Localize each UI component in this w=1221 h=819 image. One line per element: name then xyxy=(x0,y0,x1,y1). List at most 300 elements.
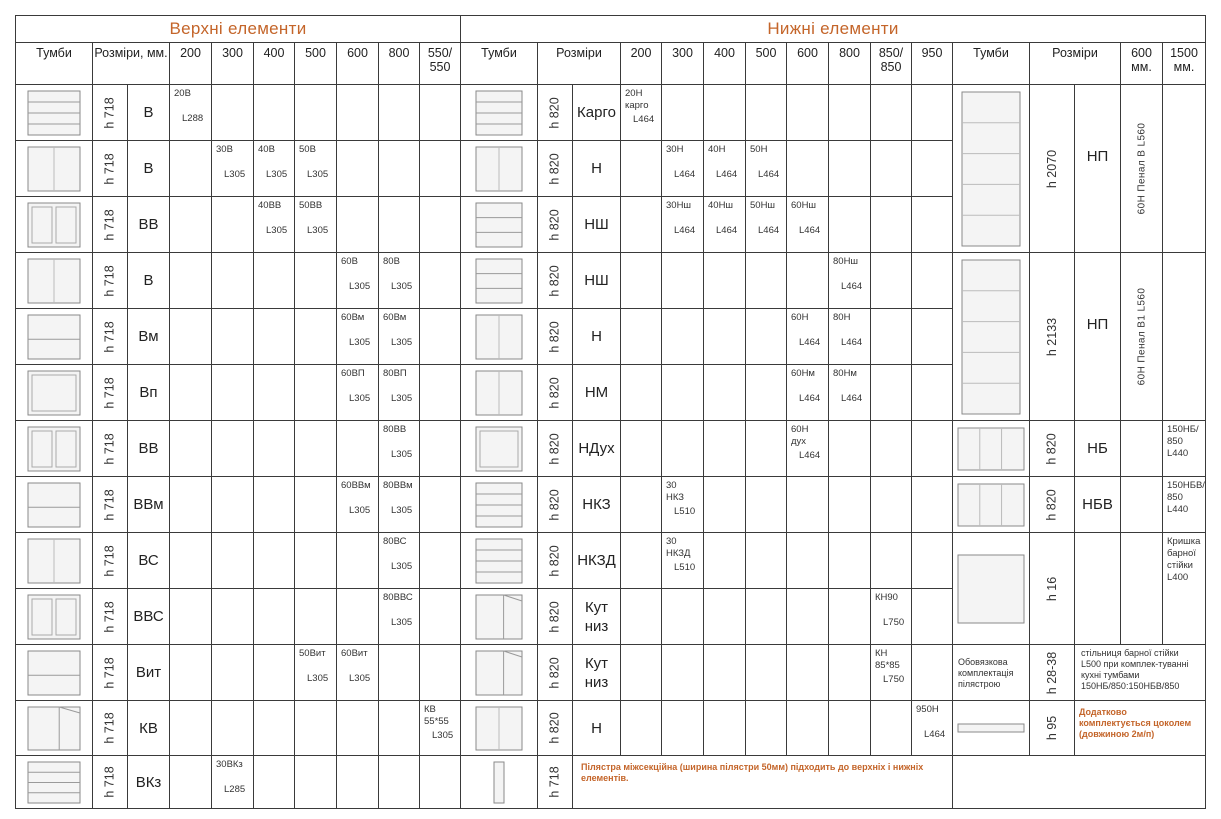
size-cell xyxy=(211,420,254,477)
model-code: 80ВВС xyxy=(383,592,413,603)
height-label: h 718 xyxy=(103,376,117,409)
code-cell: ВКз xyxy=(127,755,170,809)
size-cell xyxy=(911,532,953,589)
bar-icon xyxy=(956,482,1026,528)
tall-icon xyxy=(960,90,1022,248)
open-icon xyxy=(26,369,82,417)
thumbnail-cell xyxy=(15,308,93,365)
size-cell xyxy=(828,476,871,533)
size-cell xyxy=(703,196,746,253)
size-cell xyxy=(786,84,829,141)
size-cell xyxy=(661,420,704,477)
wide-note: Додатково комплектується цоколем (довжиною 2м/п) xyxy=(1074,700,1206,756)
corner-icon xyxy=(474,593,524,641)
narrow-shelf-icon xyxy=(474,537,524,585)
height-label: h 820 xyxy=(548,544,562,577)
code-cell: КВ xyxy=(127,700,170,756)
size-cell xyxy=(703,364,746,421)
thumbnail-cell xyxy=(15,252,93,309)
size-cell xyxy=(294,755,337,809)
size-cell xyxy=(870,84,912,141)
size-cell xyxy=(870,140,912,197)
size-cell xyxy=(661,532,704,589)
header-width: 300 xyxy=(211,42,254,85)
glass-door-icon xyxy=(26,201,82,249)
size-cell xyxy=(745,476,787,533)
header-width: 1500 мм. xyxy=(1162,42,1206,85)
depth-value: L510 xyxy=(674,562,696,573)
depth-value: L464 xyxy=(716,169,738,180)
size-cell xyxy=(419,755,461,809)
narrow-shelf-icon xyxy=(474,481,524,529)
height-cell xyxy=(537,644,573,701)
thumbnail-cell xyxy=(15,196,93,253)
model-code: 60ВП xyxy=(341,368,365,379)
model-code: 30В xyxy=(216,144,233,155)
size-cell xyxy=(253,700,295,756)
size-cell xyxy=(211,588,254,645)
size-cell xyxy=(169,420,212,477)
header-width: 800 xyxy=(828,42,871,85)
model-code: 50ВВ xyxy=(299,200,323,211)
header-cabinets: Тумби xyxy=(952,42,1030,85)
size-cell xyxy=(661,476,704,533)
size-cell xyxy=(786,588,829,645)
header-width: 550/ 550 xyxy=(419,42,461,85)
height-label: h 820 xyxy=(548,432,562,465)
model-code: 50В xyxy=(299,144,316,155)
model-code: 60Вм xyxy=(341,312,365,323)
height-cell-text: h 2070 xyxy=(1044,149,1059,188)
thumbnail-cell xyxy=(15,140,93,197)
size-cell xyxy=(294,588,337,645)
size-cell xyxy=(703,252,746,309)
code-cell: НБ xyxy=(1074,420,1121,477)
model-code: 30Н xyxy=(666,144,684,155)
size-cell xyxy=(661,308,704,365)
model-code: 60Нм xyxy=(791,368,815,379)
size-cell xyxy=(703,644,746,701)
code-cell: НМ xyxy=(572,364,621,421)
section-title-upper: Верхні елементи xyxy=(15,15,461,43)
door-icon xyxy=(26,145,82,193)
depth-value: L464 xyxy=(841,281,863,292)
depth-value: L750 xyxy=(883,617,905,628)
vertical-label-text: 60Н Пенал В L560 xyxy=(1136,122,1148,215)
header-width: 600 xyxy=(336,42,379,85)
size-cell xyxy=(419,700,461,756)
height-cell xyxy=(537,700,573,756)
size-cell xyxy=(378,476,420,533)
size-cell xyxy=(336,476,379,533)
size-cell xyxy=(870,476,912,533)
size-cell xyxy=(870,532,912,589)
header-width: 800 xyxy=(378,42,420,85)
size-cell xyxy=(703,308,746,365)
code-cell: Н xyxy=(572,140,621,197)
size-cell xyxy=(169,196,212,253)
depth-value: L305 xyxy=(266,169,288,180)
size-cell xyxy=(661,196,704,253)
size-cell xyxy=(253,364,295,421)
vertical-label xyxy=(1120,252,1163,421)
size-cell xyxy=(211,84,254,141)
size-cell xyxy=(169,644,212,701)
code-cell: В xyxy=(127,140,170,197)
size-cell xyxy=(911,252,953,309)
size-cell xyxy=(1162,252,1206,421)
size-cell xyxy=(211,700,254,756)
size-cell xyxy=(661,84,704,141)
model-code: 80Нш xyxy=(833,256,859,267)
thumbnail-cell xyxy=(952,252,1030,421)
size-cell xyxy=(294,700,337,756)
height-cell xyxy=(92,140,128,197)
thumbnail-cell xyxy=(460,588,538,645)
header-width: 400 xyxy=(703,42,746,85)
model-code: 80В xyxy=(383,256,400,267)
size-cell xyxy=(703,84,746,141)
thumbnail-cell xyxy=(460,252,538,309)
door-icon xyxy=(26,537,82,585)
door-icon xyxy=(474,145,524,193)
size-cell xyxy=(661,364,704,421)
size-cell xyxy=(419,644,461,701)
height-cell xyxy=(92,532,128,589)
height-label: h 718 xyxy=(103,152,117,185)
depth-value: L464 xyxy=(799,225,821,236)
size-cell xyxy=(294,196,337,253)
size-cell xyxy=(378,700,420,756)
depth-value: L464 xyxy=(841,337,863,348)
model-code: 20В xyxy=(174,88,191,99)
size-cell xyxy=(911,476,953,533)
size-cell xyxy=(620,364,662,421)
size-cell xyxy=(703,476,746,533)
depth-value: L464 xyxy=(674,225,696,236)
size-cell xyxy=(786,420,829,477)
size-cell xyxy=(620,588,662,645)
code-cell: Н xyxy=(572,308,621,365)
header-width: 500 xyxy=(745,42,787,85)
code-cell: ВВ xyxy=(127,196,170,253)
size-cell xyxy=(336,196,379,253)
size-cell xyxy=(828,700,871,756)
size-cell xyxy=(378,364,420,421)
thumbnail-cell xyxy=(15,644,93,701)
size-cell xyxy=(378,755,420,809)
code-cell: НКЗ xyxy=(572,476,621,533)
size-cell xyxy=(745,196,787,253)
height-cell xyxy=(537,84,573,141)
height-label: h 718 xyxy=(103,488,117,521)
thumbnail-cell xyxy=(15,476,93,533)
size-cell xyxy=(419,252,461,309)
size-cell xyxy=(870,196,912,253)
size-cell xyxy=(745,84,787,141)
size-cell xyxy=(870,588,912,645)
depth-value: L464 xyxy=(799,450,821,461)
thumbnail-cell xyxy=(15,588,93,645)
size-cell xyxy=(378,196,420,253)
model-code: 60В xyxy=(341,256,358,267)
code-cell: Вм xyxy=(127,308,170,365)
size-cell xyxy=(911,420,953,477)
depth-value: L464 xyxy=(841,393,863,404)
depth-value: L750 xyxy=(883,674,905,685)
height-label: h 820 xyxy=(548,376,562,409)
door-icon xyxy=(26,257,82,305)
size-cell xyxy=(169,84,212,141)
thumbnail-cell xyxy=(460,308,538,365)
thumbnail-cell xyxy=(460,196,538,253)
height-label: h 820 xyxy=(548,712,562,744)
model-code: 60ВВм xyxy=(341,480,371,491)
height-cell-text: h 2133 xyxy=(1044,317,1059,356)
thumbnail-cell xyxy=(952,420,1030,477)
size-cell xyxy=(169,532,212,589)
size-cell: 150НБВ/ 850 L440 xyxy=(1162,476,1206,533)
size-cell xyxy=(336,84,379,141)
code-cell: В xyxy=(127,252,170,309)
size-cell xyxy=(211,308,254,365)
height-cell xyxy=(1029,84,1075,253)
code-cell: НП xyxy=(1074,84,1121,253)
size-cell xyxy=(211,140,254,197)
code-cell: ВВм xyxy=(127,476,170,533)
size-cell xyxy=(419,196,461,253)
size-cell xyxy=(828,644,871,701)
size-cell xyxy=(870,364,912,421)
size-cell xyxy=(828,252,871,309)
size-cell xyxy=(661,644,704,701)
size-cell xyxy=(703,140,746,197)
size-cell xyxy=(294,476,337,533)
height-label: h 718 xyxy=(103,600,117,633)
height-cell xyxy=(537,755,573,809)
code-cell: НКЗД xyxy=(572,532,621,589)
size-cell xyxy=(911,84,953,141)
height-cell xyxy=(537,308,573,365)
height-label: h 718 xyxy=(103,320,117,353)
size-cell xyxy=(419,420,461,477)
size-cell xyxy=(378,308,420,365)
size-cell xyxy=(911,364,953,421)
size-cell xyxy=(294,308,337,365)
size-cell xyxy=(1120,532,1163,645)
size-cell xyxy=(378,84,420,141)
code-cell: НШ xyxy=(572,196,621,253)
height-cell xyxy=(92,308,128,365)
height-cell-text: h 16 xyxy=(1045,576,1059,601)
size-cell xyxy=(786,476,829,533)
size-cell xyxy=(378,252,420,309)
thumbnail-cell xyxy=(952,84,1030,253)
model-code: 40В xyxy=(258,144,275,155)
height-label: h 718 xyxy=(103,208,117,241)
size-cell xyxy=(378,588,420,645)
size-cell xyxy=(786,196,829,253)
corner-icon xyxy=(26,705,82,752)
size-cell xyxy=(336,364,379,421)
thumbnail-cell xyxy=(460,84,538,141)
size-cell xyxy=(786,308,829,365)
size-cell xyxy=(703,532,746,589)
thumbnail-cell xyxy=(460,532,538,589)
height-label: h 718 xyxy=(103,96,117,129)
size-cell: Кришка барної стійки L400 xyxy=(1162,532,1206,645)
size-cell xyxy=(828,588,871,645)
size-cell xyxy=(419,308,461,365)
size-cell xyxy=(745,308,787,365)
size-cell xyxy=(294,364,337,421)
height-label: h 820 xyxy=(548,320,562,353)
size-cell xyxy=(253,476,295,533)
depth-value: L305 xyxy=(391,561,413,572)
bar-icon xyxy=(956,426,1026,472)
model-code: 950Н xyxy=(916,704,939,715)
size-cell xyxy=(378,140,420,197)
size-cell xyxy=(911,700,953,756)
door-icon xyxy=(474,369,524,417)
size-cell xyxy=(703,588,746,645)
size-cell xyxy=(253,308,295,365)
height-cell xyxy=(92,476,128,533)
size-cell xyxy=(419,476,461,533)
size-cell xyxy=(620,700,662,756)
size-cell xyxy=(911,308,953,365)
model-code: 80Нм xyxy=(833,368,857,379)
height-cell xyxy=(92,196,128,253)
depth-value: L305 xyxy=(391,393,413,404)
thumbnail-cell xyxy=(15,700,93,756)
size-cell xyxy=(336,420,379,477)
size-cell xyxy=(211,364,254,421)
size-cell xyxy=(294,84,337,141)
thumbnail-cell xyxy=(952,532,1030,645)
open-icon xyxy=(474,425,524,473)
glass-door-icon xyxy=(26,593,82,641)
height-cell xyxy=(92,700,128,756)
size-cell xyxy=(620,252,662,309)
height-cell xyxy=(92,252,128,309)
lift-icon xyxy=(26,481,82,529)
size-cell xyxy=(336,532,379,589)
depth-value: L305 xyxy=(307,673,329,684)
model-code: 80ВС xyxy=(383,536,407,547)
size-cell xyxy=(336,644,379,701)
code-cell: НБВ xyxy=(1074,476,1121,533)
height-label: h 718 xyxy=(103,264,117,297)
size-cell xyxy=(336,588,379,645)
size-cell xyxy=(661,700,704,756)
size-cell xyxy=(786,532,829,589)
depth-value: L305 xyxy=(391,505,413,516)
header-width: 600 xyxy=(786,42,829,85)
size-cell xyxy=(253,84,295,141)
size-cell xyxy=(870,420,912,477)
vertical-label xyxy=(1120,84,1163,253)
thumbnail-cell xyxy=(15,532,93,589)
size-cell xyxy=(745,420,787,477)
thumbnail-cell xyxy=(460,420,538,477)
model-code: 50Вит xyxy=(299,648,326,659)
depth-value: L305 xyxy=(349,505,371,516)
code-cell: Карго xyxy=(572,84,621,141)
depth-value: L305 xyxy=(224,169,246,180)
lift-icon xyxy=(26,649,82,697)
height-cell xyxy=(92,364,128,421)
size-cell xyxy=(703,420,746,477)
thumbnail-cell xyxy=(460,755,538,809)
header-width: 200 xyxy=(620,42,662,85)
drawers-icon xyxy=(474,257,524,305)
size-cell xyxy=(661,140,704,197)
size-cell xyxy=(745,644,787,701)
height-cell xyxy=(537,532,573,589)
header-width: 850/ 850 xyxy=(870,42,912,85)
plinth-icon xyxy=(956,722,1026,734)
corner-icon xyxy=(474,649,524,697)
depth-value: L305 xyxy=(391,337,413,348)
size-cell xyxy=(211,644,254,701)
height-cell xyxy=(537,476,573,533)
height-label: h 820 xyxy=(548,96,562,129)
size-cell xyxy=(169,588,212,645)
drawers-icon xyxy=(474,201,524,249)
header-sizes: Розміри, мм. xyxy=(92,42,170,85)
height-cell xyxy=(1029,420,1075,477)
model-code: 60Н xyxy=(791,312,809,323)
depth-value: L464 xyxy=(716,225,738,236)
code-cell: Кут низ xyxy=(572,644,621,701)
size-cell xyxy=(169,140,212,197)
size-cell xyxy=(211,196,254,253)
size-cell xyxy=(745,700,787,756)
size-cell xyxy=(911,140,953,197)
height-cell xyxy=(92,588,128,645)
height-cell xyxy=(92,84,128,141)
pilaster-note: Пілястра міжсекційна (ширина пілястри 50мм) підходить до верхніх і нижніх елементів. xyxy=(572,755,953,809)
size-cell xyxy=(620,140,662,197)
depth-value: L305 xyxy=(307,169,329,180)
size-cell xyxy=(745,588,787,645)
size-cell xyxy=(620,476,662,533)
depth-value: L464 xyxy=(758,225,780,236)
height-cell xyxy=(537,420,573,477)
model-code: 40Нш xyxy=(708,200,734,211)
model-code: 30Нш xyxy=(666,200,692,211)
code-cell: НП xyxy=(1074,252,1121,421)
header-cabinets: Тумби xyxy=(460,42,538,85)
thumbnail-cell xyxy=(952,476,1030,533)
height-label: h 820 xyxy=(548,656,562,689)
size-cell xyxy=(253,140,295,197)
size-cell xyxy=(620,532,662,589)
size-cell xyxy=(253,755,295,809)
model-code: 30 НКЗД xyxy=(666,536,691,559)
model-code: 60Н дух xyxy=(791,424,809,447)
size-cell xyxy=(253,532,295,589)
size-cell xyxy=(911,644,953,701)
size-cell xyxy=(828,420,871,477)
size-cell xyxy=(253,420,295,477)
height-label: h 718 xyxy=(103,432,117,465)
size-cell xyxy=(294,140,337,197)
depth-value: L305 xyxy=(432,730,454,741)
depth-value: L305 xyxy=(349,337,371,348)
size-cell xyxy=(703,700,746,756)
